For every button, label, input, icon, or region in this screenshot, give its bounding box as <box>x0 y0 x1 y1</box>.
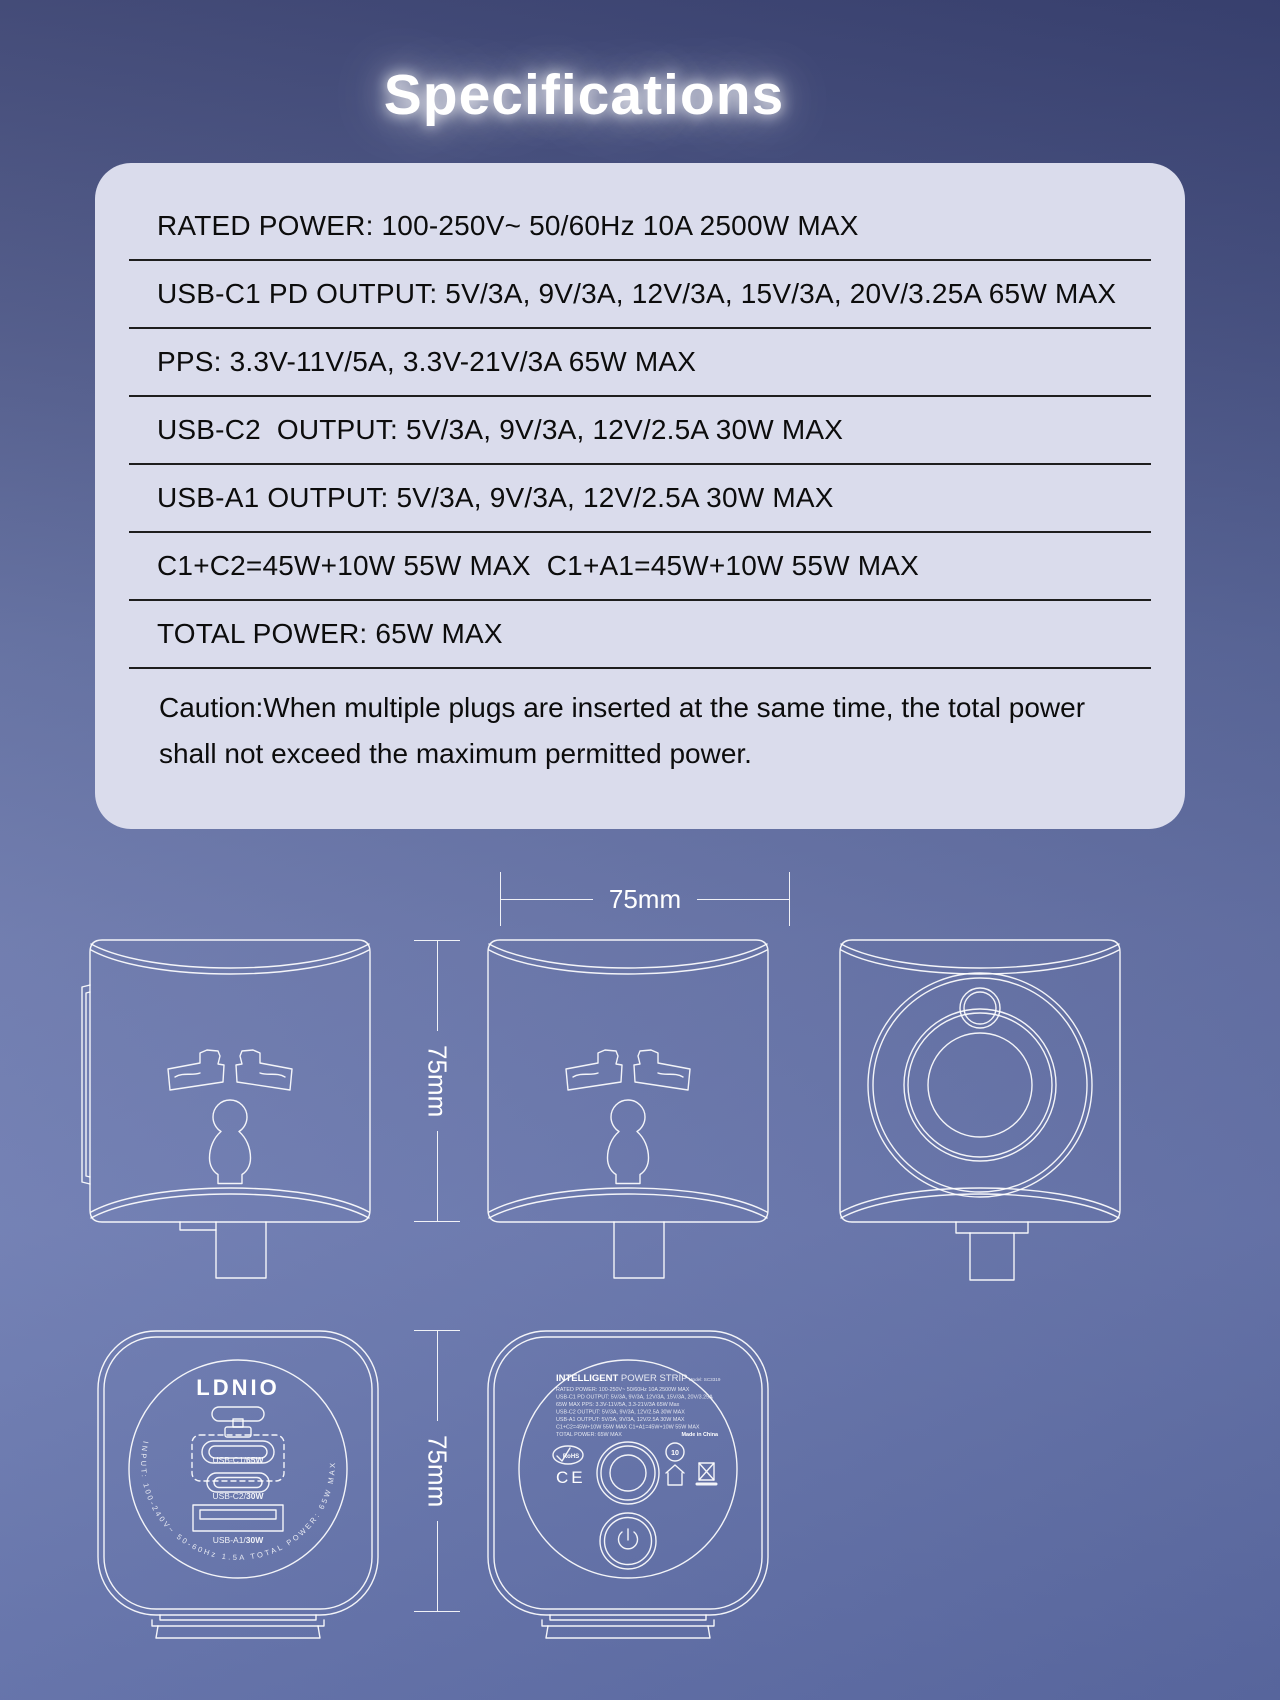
dimension-tick <box>414 1221 460 1222</box>
usb-a-port-pin <box>200 1510 276 1519</box>
usb-c2-port <box>207 1473 269 1492</box>
base-stand <box>542 1620 714 1626</box>
label-spec-lines <box>556 1387 713 1438</box>
green-home-icon <box>666 1465 684 1485</box>
spec-row-rated-power: RATED POWER: 100-250V~ 50/60Hz 10A 2500W MAX <box>157 210 859 241</box>
drawing-socket-side-view <box>80 930 380 1290</box>
usb-c2-port-pin <box>214 1478 262 1488</box>
dimension-line <box>437 941 438 1031</box>
spec-row-usb-a1: USB-A1 OUTPUT: 5V/3A, 9V/3A, 12V/2.5A 30W MAX <box>157 482 834 513</box>
spec-card <box>95 163 1185 829</box>
input-ring-text: INPUT: 100-240V~ 50-60Hz 1.5A TOTAL POWER: 65W MAX <box>138 1440 338 1562</box>
svg-text:RATED POWER: 100-250V~ 50/60Hz: RATED POWER: 100-250V~ 50/60Hz 10A 2500W MAX <box>556 1387 690 1393</box>
drawing-socket-front-view <box>478 930 778 1290</box>
plug-tab <box>216 1222 266 1278</box>
svg-text:USB-C1 PD OUTPUT: 5V/3A, 9V/3A: USB-C1 PD OUTPUT: 5V/3A, 9V/3A, 12V/3A, 15V/3A, 20V/3.25A <box>556 1394 713 1401</box>
recess-outer-ring <box>868 973 1092 1197</box>
recess-mid-ring <box>904 1009 1056 1161</box>
top-wave <box>489 950 767 974</box>
power-button-ring <box>600 1513 656 1569</box>
socket-slot-left-detail <box>175 1073 200 1077</box>
bottom-wave <box>489 1188 767 1212</box>
base-stand <box>546 1626 710 1638</box>
spec-row-usb-c1: USB-C1 PD OUTPUT: 5V/3A, 9V/3A, 12V/3A, 15V/3A, 20V/3.25A 65W MAX <box>157 278 1117 309</box>
dimension-width <box>500 872 790 926</box>
usb-a-label: USB-A1/30W <box>212 1535 264 1545</box>
page-title: Specifications <box>383 63 785 127</box>
socket-slot-left <box>168 1050 224 1090</box>
top-wave <box>841 950 1119 974</box>
caution-line-1: Caution:When multiple plugs are inserted at the same time, the total power <box>159 692 1086 723</box>
base-stand <box>152 1620 324 1626</box>
dimension-line <box>697 899 789 900</box>
dimension-height-front-label: 75mm <box>422 1434 453 1508</box>
spec-row-total-power: TOTAL POWER: 65W MAX <box>157 618 503 649</box>
socket-slot-right <box>236 1050 292 1090</box>
recess-mid-ring <box>908 1013 1052 1157</box>
ce-mark: CE <box>556 1468 586 1487</box>
drawing-usb-face <box>88 1323 388 1663</box>
rohs-label: RoHS <box>562 1454 580 1460</box>
svg-text:65W MAX PPS: 3.3V-11V/5A, 3.3: 65W MAX PPS: 3.3V-11V/5A, 3.3-21V/3A 65W Max <box>556 1402 680 1408</box>
plug-recess-ring <box>597 1442 659 1504</box>
dimension-tick <box>789 872 790 926</box>
usb-a-port <box>193 1505 283 1531</box>
power-button-ring <box>605 1518 652 1565</box>
usb-c1-label: USB-C1/65W <box>212 1455 264 1465</box>
plug-step <box>180 1222 216 1230</box>
dimension-height-side <box>414 940 460 1222</box>
made-in-label: Made in China <box>681 1432 718 1438</box>
spec-row-pps: PPS: 3.3V-11V/5A, 3.3V-21V/3A 65W MAX <box>157 346 697 377</box>
socket-slot-left <box>566 1050 622 1090</box>
svg-text:C1+C2=45W+10W 55W MAX C1+A1=4: C1+C2=45W+10W 55W MAX C1+A1=45W+10W 55W MAX <box>556 1424 700 1431</box>
button-hole <box>964 992 996 1024</box>
recess-inner-circle <box>928 1033 1032 1137</box>
socket-slot-left-detail <box>573 1073 598 1077</box>
dimension-line <box>437 1521 438 1611</box>
dimension-tick <box>414 1611 460 1612</box>
plug-tab <box>970 1233 1014 1280</box>
cube-outline <box>90 940 370 1222</box>
svg-text:USB-C2 OUTPUT: 5V/3A, 9V/3A,: USB-C2 OUTPUT: 5V/3A, 9V/3A, 12V/2.5A 30W MAX <box>556 1409 685 1416</box>
usb-c2-label: USB-C2/30W <box>212 1491 264 1501</box>
weee-bin-cross-icon <box>699 1463 714 1480</box>
base-stand <box>160 1615 316 1620</box>
base-stand <box>156 1626 320 1638</box>
socket-keyhole <box>210 1100 251 1184</box>
socket-slot-right-detail <box>260 1073 285 1077</box>
dimension-line <box>437 1131 438 1221</box>
dimension-width-label: 75mm <box>608 883 682 914</box>
plug-tab <box>614 1222 664 1278</box>
caution-note <box>95 669 1185 777</box>
dimension-height-side-label: 75mm <box>422 1044 453 1118</box>
label-title: INTELLIGENT POWER STRIP Model: SC3319 <box>556 1373 721 1384</box>
cube-outline <box>488 940 768 1222</box>
brand-logo: LDNIO <box>196 1375 280 1400</box>
svg-text:USB-A1 OUTPUT: 5V/3A, 9V/3A, 1: USB-A1 OUTPUT: 5V/3A, 9V/3A, 12V/2.5A 30W MAX <box>556 1417 685 1423</box>
plug-connector-icon <box>233 1419 243 1427</box>
button-hole <box>960 988 1000 1028</box>
socket-slot-right-detail <box>658 1073 683 1077</box>
dimension-height-front <box>414 1330 460 1612</box>
socket-keyhole <box>608 1100 649 1184</box>
recess-outer-ring <box>873 978 1087 1192</box>
caution-line-2: shall not exceed the maximum permitted power. <box>159 738 752 769</box>
drawing-top-view <box>830 930 1130 1290</box>
spec-row-combined: C1+C2=45W+10W 55W MAX C1+A1=45W+10W 55W MAX <box>157 550 919 581</box>
plug-recess-center <box>610 1455 646 1491</box>
spec-row-usb-c2: USB-C2 OUTPUT: 5V/3A, 9V/3A, 12V/2.5A 30W MAX <box>157 414 844 445</box>
efup-years-label: 10 <box>671 1450 679 1457</box>
bottom-wave <box>91 1188 369 1212</box>
top-wave <box>91 950 369 974</box>
socket-slot-right <box>634 1050 690 1090</box>
plug-collar <box>956 1222 1028 1233</box>
drawing-back-face <box>478 1323 778 1663</box>
dimension-line <box>437 1331 438 1421</box>
dimension-line <box>501 899 593 900</box>
svg-text:TOTAL POWER: 65W MAX: TOTAL POWER: 65W MAX <box>556 1432 622 1438</box>
cube-outline <box>840 940 1120 1222</box>
plug-recess-ring <box>601 1446 655 1500</box>
base-stand <box>550 1615 706 1620</box>
